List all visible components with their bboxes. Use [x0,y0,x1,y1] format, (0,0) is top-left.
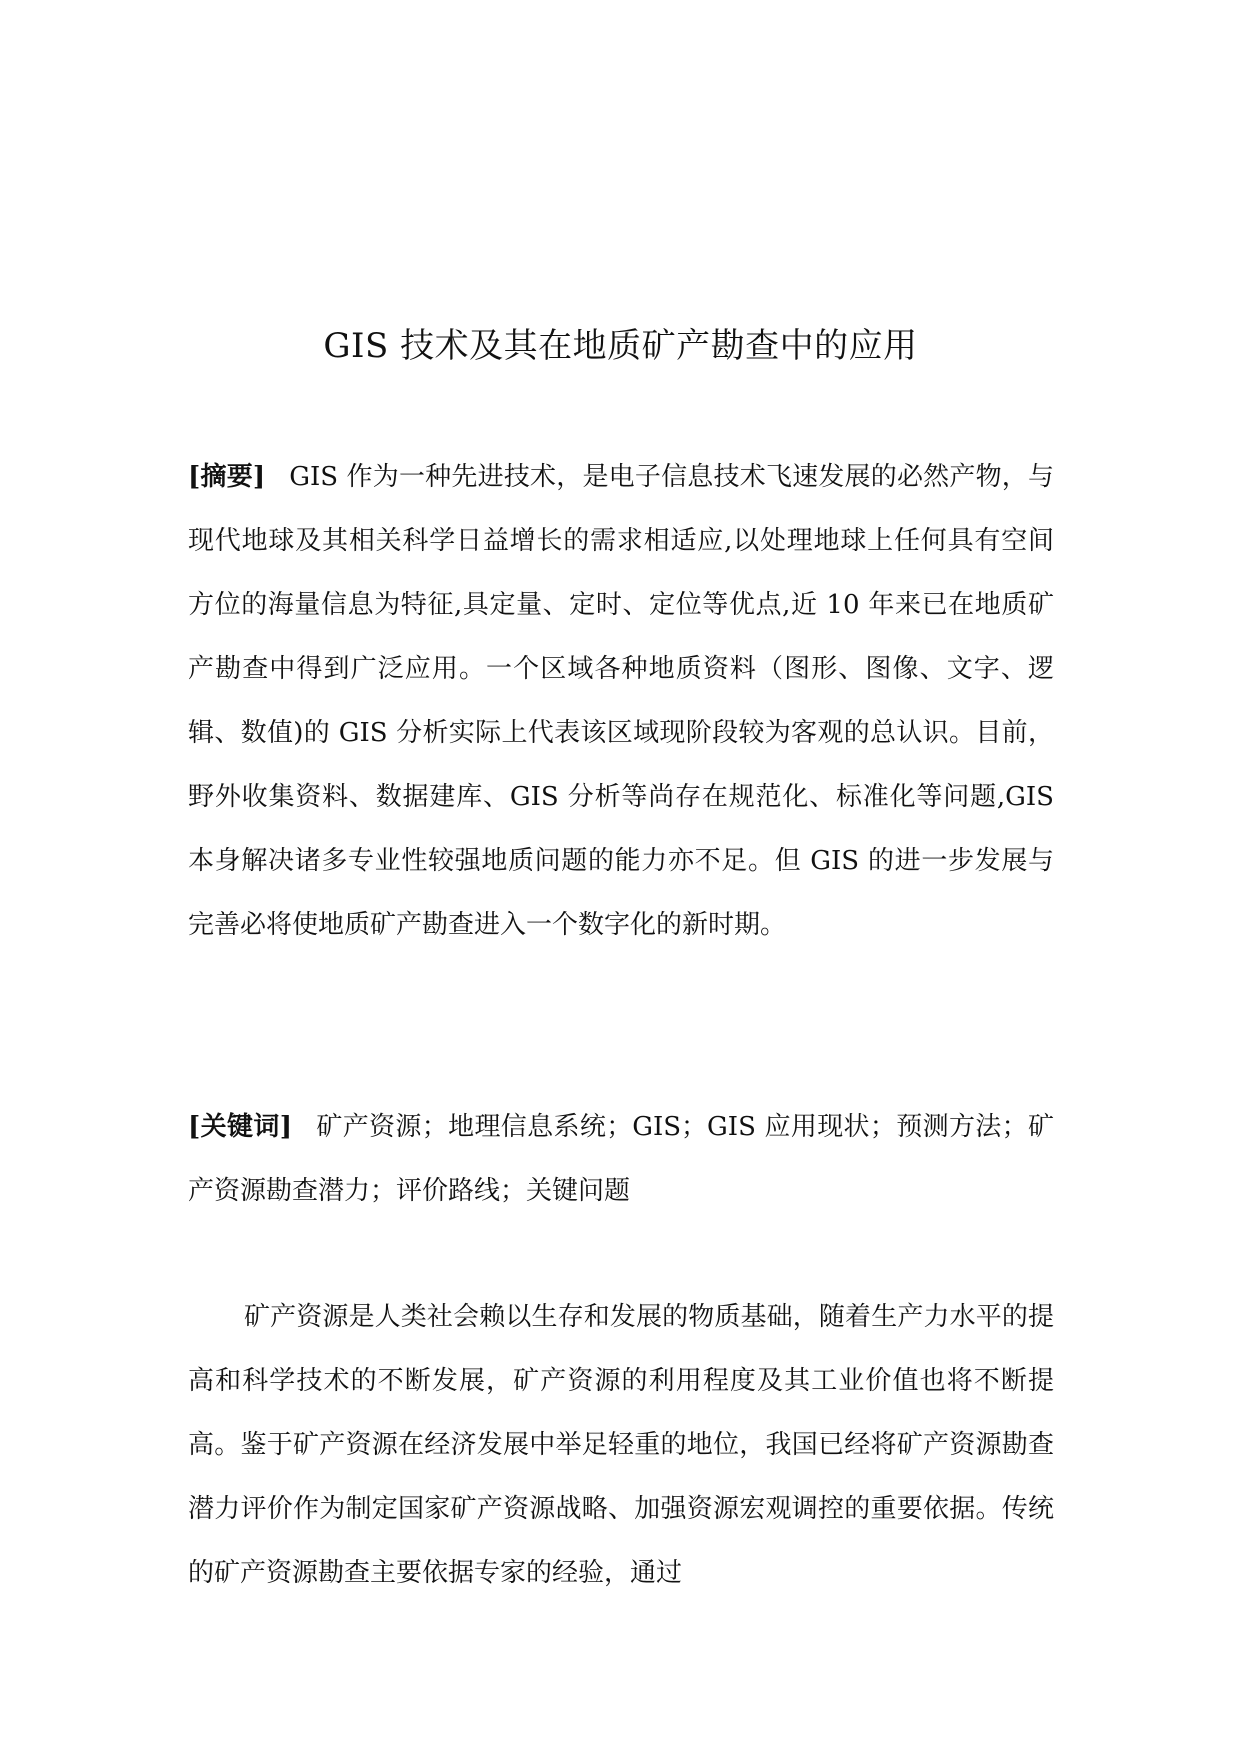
keywords-paragraph [188,1095,1054,1223]
abstract-paragraph [188,445,1054,957]
body-paragraph: 矿产资源是人类社会赖以生存和发展的物质基础，随着生产力水平的提高和科学技术的不断发展，矿产资源的利用程度及其工业价值也将不断提高。鉴于矿产资源在经济发展中举足轻重的地位，我国已经将矿产资源勘查潜力评价作为制定国家矿产资源战略、加强资源宏观调控的重要依据。传统的矿产资源勘查主要依据专家的经验，通过 [188,1302,1054,1588]
keywords-text: 矿产资源；地理信息系统；GIS；GIS 应用现状；预测方法；矿产资源勘查潜力；评价路线；关键问题 [188,1112,1054,1206]
page-title: GIS 技术及其在地质矿产勘查中的应用 [323,326,918,366]
keywords-label: [关键词] [188,1112,292,1142]
abstract-text: GIS 作为一种先进技术，是电子信息技术飞速发展的必然产物，与现代地球及其相关科学日益增长的需求相适应,以处理地球上任何具有空间方位的海量信息为特征,具定量、定时、定位等优点,近 10 年来已在地质矿产勘查中得到广泛应用。一个区域各种地质资料（图形、图像、文字、逻辑、数值)的 GIS 分析实际上代表该区域现阶段较为客观的总认识。目前，野外收集资料、数据建库、GIS 分析等尚存在规范化、标准化等问题,GIS 本身解决诸多专业性较强地质问题的能力亦不足。但 GIS 的进一步发展与完善必将使地质矿产勘查进入一个数字化的新时期。 [188,462,1054,940]
abstract-label: [摘要] [188,462,266,492]
